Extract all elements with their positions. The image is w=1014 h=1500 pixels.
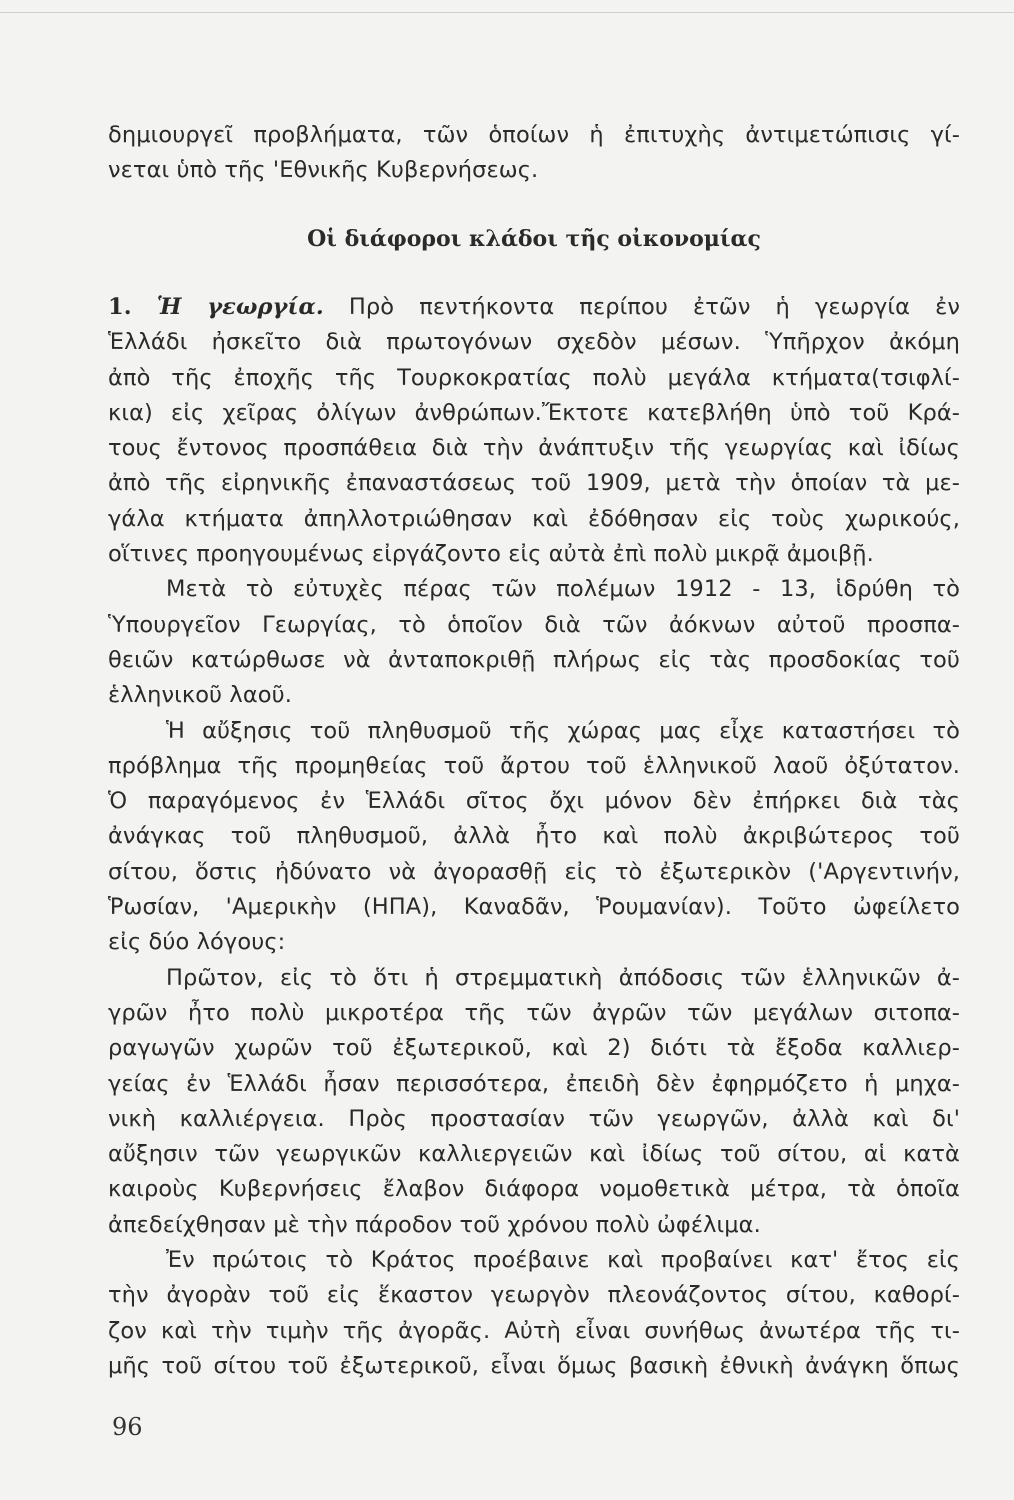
text-line: νεται ὑπὸ τῆς 'Εθνικῆς Κυβερνήσεως. xyxy=(108,157,539,184)
text-line: σίτου, ὅστις ἠδύνατο νὰ ἀγορασθῇ εἰς τὸ ἐξωτερικὸν ('Αργεντινήν, xyxy=(108,858,960,885)
text-line: ἑλληνικοῦ λαοῦ. xyxy=(108,682,293,709)
text-line: νικὴ καλλιέργεια. Πρὸς προστασίαν τῶν γεωργῶν, ἀλλὰ καὶ δι' xyxy=(108,1105,960,1132)
text-line: οἵτινες προηγουμένως εἰργάζοντο εἰς αὐτὰ ἐπὶ πολὺ μικρᾷ ἀμοιβῇ. xyxy=(108,541,874,568)
text-line: τὴν ἀγορὰν τοῦ εἰς ἕκαστον γεωργὸν πλεονάζοντος σίτου, καθορί- xyxy=(108,1282,960,1309)
body-text xyxy=(108,290,960,1384)
page-number: 96 xyxy=(112,1413,143,1441)
section-first-line xyxy=(108,290,960,325)
section-first-line-text: Πρὸ πεντήκοντα περίπου ἐτῶν ἡ γεωργία ἐν xyxy=(348,294,961,320)
text-line: ἀπεδείχθησαν μὲ τὴν πάροδον τοῦ χρόνου πολὺ ὠφέλιμα. xyxy=(108,1211,761,1238)
text-line: ἀπὸ τῆς εἰρηνικῆς ἐπαναστάσεως τοῦ 1909, μετὰ τὴν ὁποίαν τὰ με- xyxy=(108,470,960,497)
text-line: ἀπὸ τῆς ἐποχῆς τῆς Τουρκοκρατίας πολὺ μεγάλα κτήματα(τσιφλί- xyxy=(108,364,960,391)
text-line: γρῶν ἦτο πολὺ μικροτέρα τῆς τῶν ἀγρῶν τῶν μεγάλων σιτοπα- xyxy=(108,999,960,1026)
intro-paragraph xyxy=(108,118,960,189)
text-line: ραγωγῶν χωρῶν τοῦ ἐξωτερικοῦ, καὶ 2) διότι τὰ ἔξοδα καλλιερ- xyxy=(108,1035,960,1062)
text-line: τους ἔντονος προσπάθεια διὰ τὴν ἀνάπτυξιν τῆς γεωργίας καὶ ἰδίως xyxy=(108,435,960,462)
text-line: μῆς τοῦ σίτου τοῦ ἐξωτερικοῦ, εἶναι ὅμως βασικὴ ἐθνικὴ ἀνάγκη ὅπως xyxy=(108,1352,960,1379)
text-line: Μετὰ τὸ εὐτυχὲς πέρας τῶν πολέμων 1912 - 13, ἱδρύθη τὸ xyxy=(166,576,960,603)
text-line: Ῥωσίαν, 'Αμερικὴν (ΗΠΑ), Καναδᾶν, Ῥουμανίαν). Τοῦτο ὠφείλετο xyxy=(108,894,960,921)
text-line: κια) εἰς χεῖρας ὀλίγων ἀνθρώπων.Ἔκτοτε κατεβλήθη ὑπὸ τοῦ Κρά- xyxy=(108,399,960,426)
text-line: γείας ἐν Ἑλλάδι ἦσαν περισσότερα, ἐπειδὴ δὲν ἐφηρμόζετο ἡ μηχα- xyxy=(108,1070,960,1097)
text-line: Ἐν πρώτοις τὸ Κράτος προέβαινε καὶ προβαίνει κατ' ἔτος εἰς xyxy=(166,1247,960,1274)
text-line: θειῶν κατώρθωσε νὰ ἀνταποκριθῇ πλήρως εἰς τὰς προσδοκίας τοῦ xyxy=(108,646,960,673)
text-line: γάλα κτήματα ἀπηλλοτριώθησαν καὶ ἐδόθησαν εἰς τοὺς χωρικούς, xyxy=(108,505,960,532)
text-line: ζον καὶ τὴν τιμὴν τῆς ἀγορᾶς. Αὐτὴ εἶναι συνήθως ἀνωτέρα τῆς τι- xyxy=(108,1317,960,1344)
section-number: 1. xyxy=(108,294,132,320)
text-line: Πρῶτον, εἰς τὸ ὅτι ἡ στρεμματικὴ ἀπόδοσις τῶν ἑλληνικῶν ἀ- xyxy=(166,964,960,991)
section-title: Ἡ γεωργία. xyxy=(156,294,324,320)
text-line: Ἑλλάδι ἠσκεῖτο διὰ πρωτογόνων σχεδὸν μέσων. Ὑπῆρχον ἀκόμη xyxy=(108,329,960,356)
text-line: πρόβλημα τῆς προμηθείας τοῦ ἄρτου τοῦ ἑλληνικοῦ λαοῦ ὀξύτατον. xyxy=(108,752,960,779)
text-line: δημιουργεῖ προβλήματα, τῶν ὁποίων ἡ ἐπιτυχὴς ἀντιμετώπισις γί- xyxy=(108,122,960,148)
text-line: καιροὺς Κυβερνήσεις ἔλαβον διάφορα νομοθετικὰ μέτρα, τὰ ὁποῖα xyxy=(108,1176,960,1203)
page-top-rule xyxy=(0,12,1014,13)
section-heading: Οἱ διάφοροι κλάδοι τῆς οἰκονομίας xyxy=(307,226,761,252)
text-line: Ὑπουργεῖον Γεωργίας, τὸ ὁποῖον διὰ τῶν ἀόκνων αὐτοῦ προσπα- xyxy=(108,611,960,638)
text-line: ἀνάγκας τοῦ πληθυσμοῦ, ἀλλὰ ἦτο καὶ πολὺ ἀκριβώτερος τοῦ xyxy=(108,823,960,850)
text-line: Ὁ παραγόμενος ἐν Ἑλλάδι σῖτος ὄχι μόνον δὲν ἐπήρκει διὰ τὰς xyxy=(108,788,960,815)
text-line: Ἡ αὔξησις τοῦ πληθυσμοῦ τῆς χώρας μας εἶχε καταστήσει τὸ xyxy=(166,717,960,744)
text-line: αὔξησιν τῶν γεωργικῶν καλλιεργειῶν καὶ ἰδίως τοῦ σίτου, αἱ κατὰ xyxy=(108,1141,960,1168)
text-line: εἰς δύο λόγους: xyxy=(108,929,286,956)
